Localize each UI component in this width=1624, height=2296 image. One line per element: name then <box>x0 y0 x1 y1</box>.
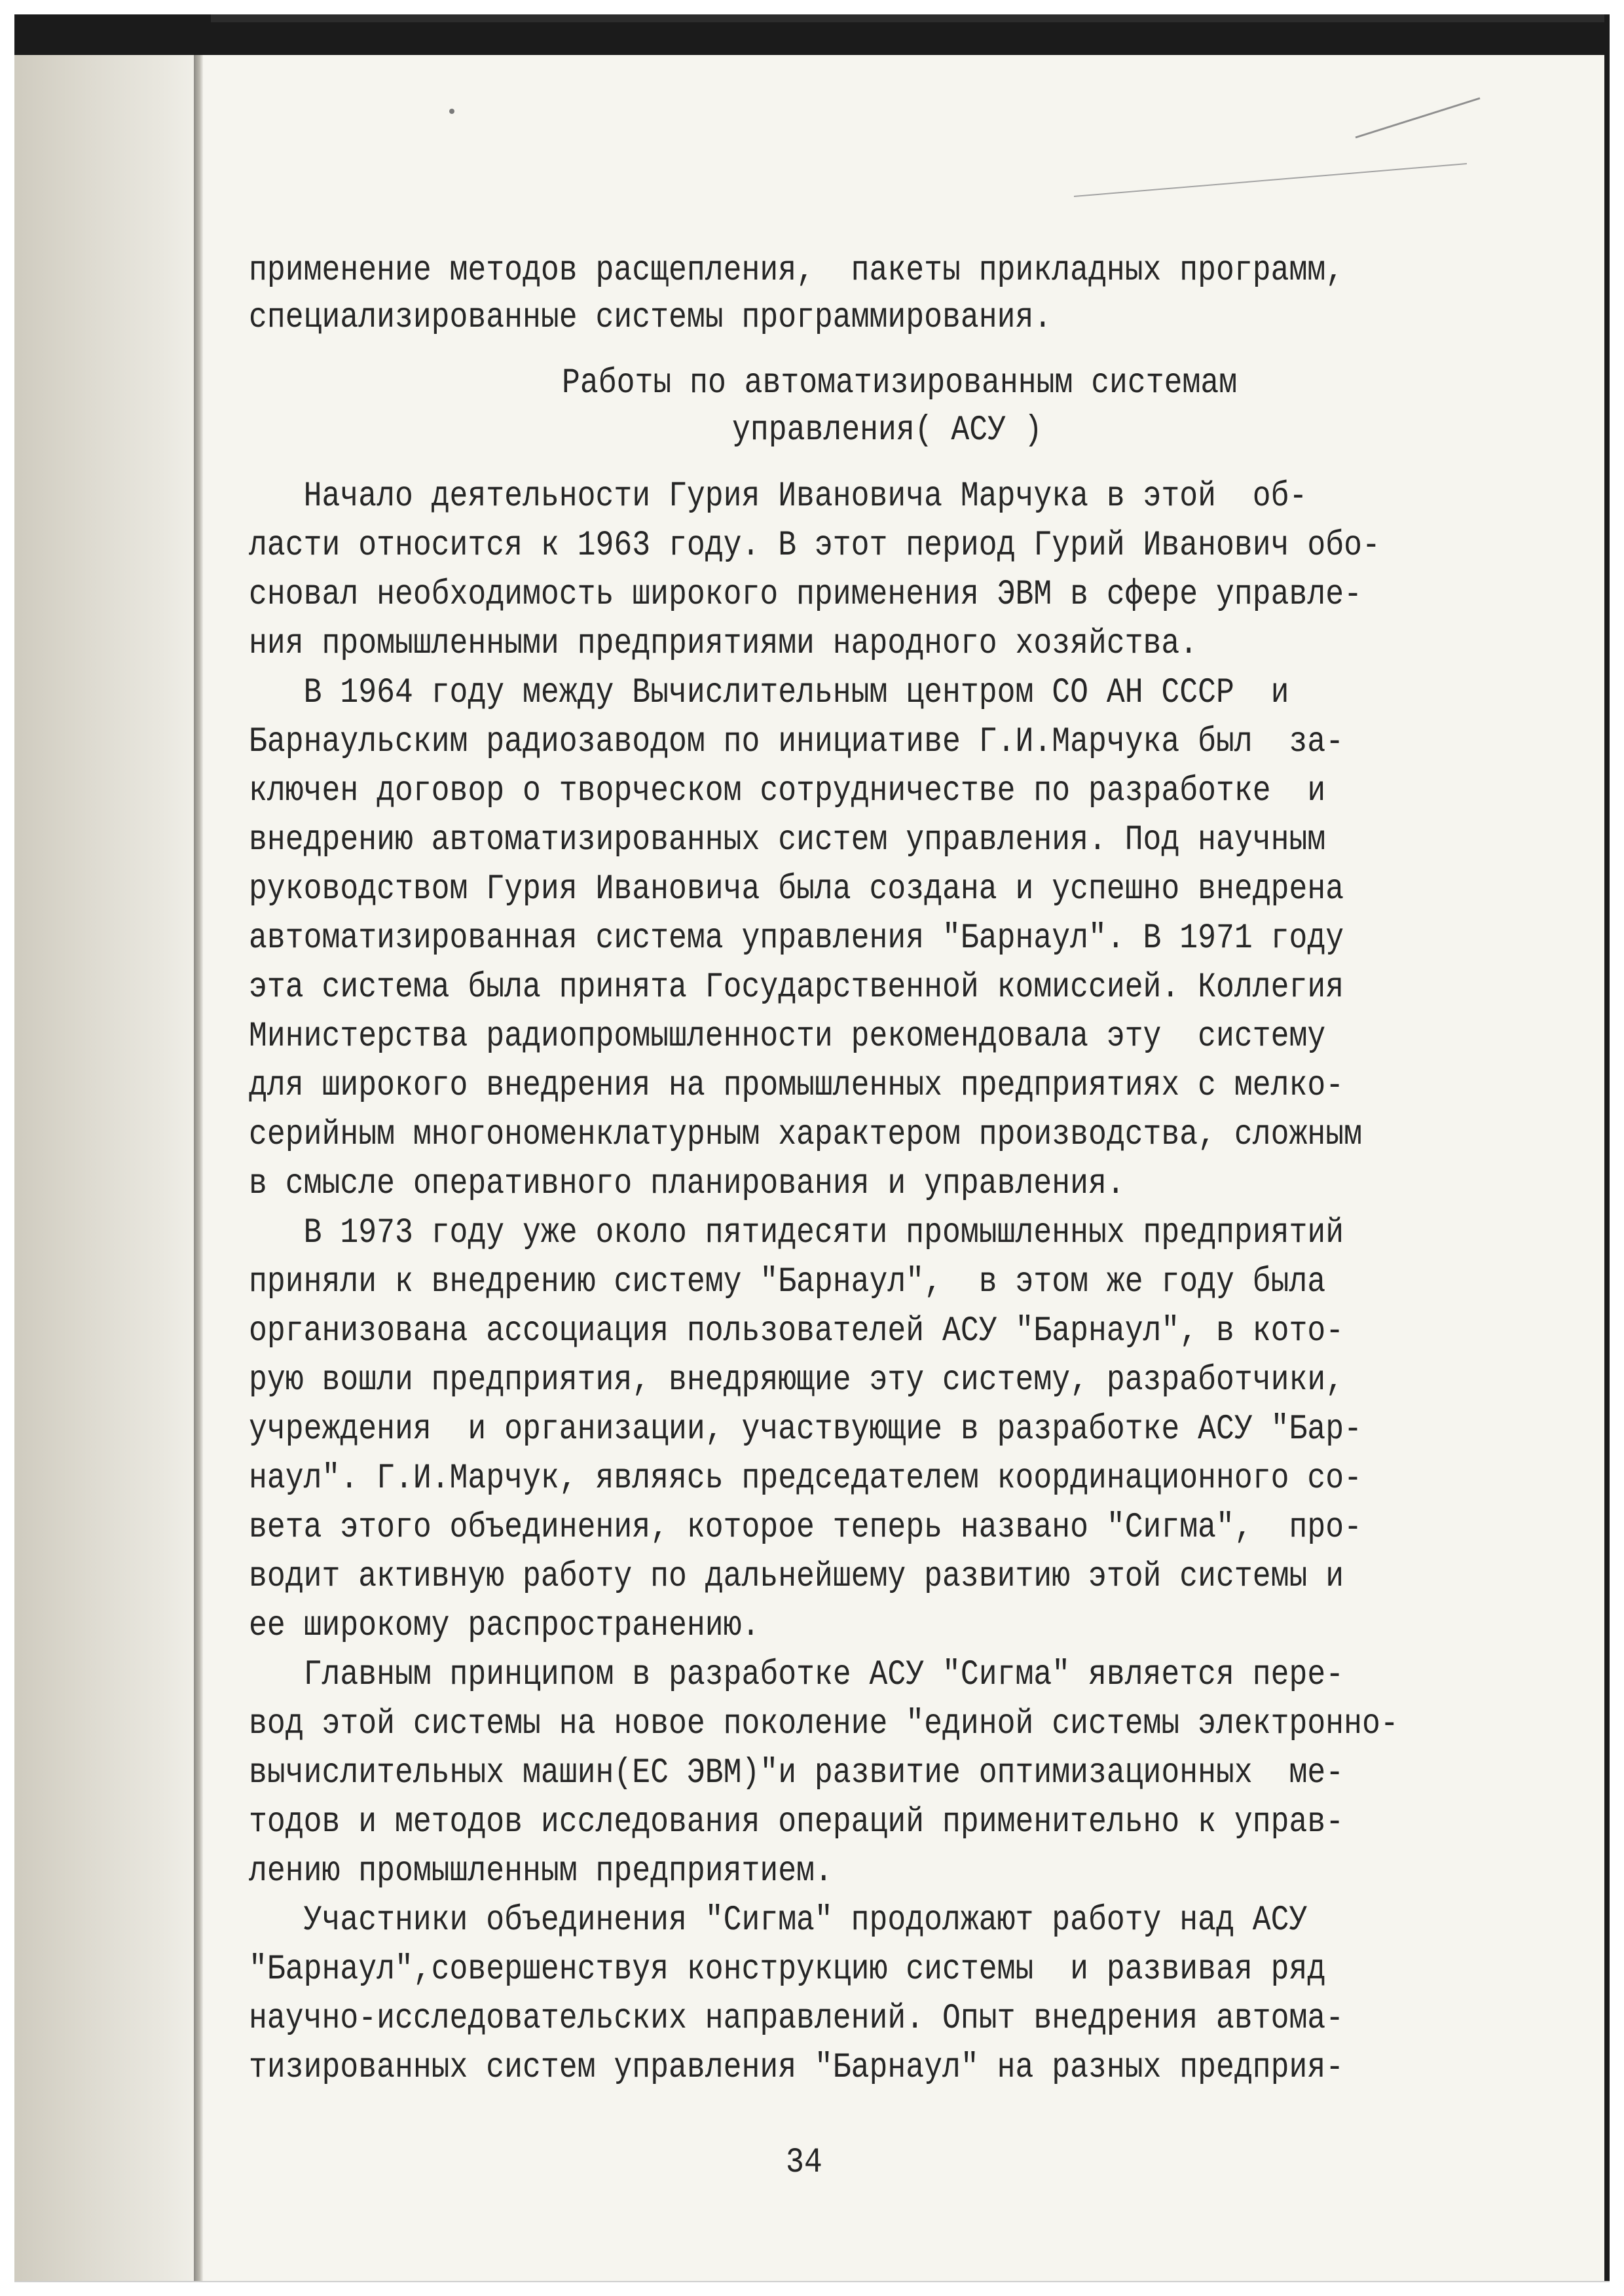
intro-line: применение методов расщепления, пакеты прикладных программ, <box>249 251 1344 291</box>
body-line: приняли к внедрению систему "Барнаул", в этом же году была <box>249 1262 1326 1302</box>
body-line: ключен договор о творческом сотрудничестве по разработке и <box>249 771 1326 811</box>
pencil-stroke-upper <box>1356 98 1480 137</box>
body-line: учреждения и организации, участвующие в разработке АСУ "Бар- <box>249 1410 1362 1449</box>
body-line: В 1964 году между Вычислительным центром СО АН СССР и <box>249 673 1289 713</box>
body-line: В 1973 году уже около пятидесяти промышленных предприятий <box>249 1213 1344 1253</box>
body-line: Главным принципом в разработке АСУ "Сигма" является пере- <box>249 1655 1344 1695</box>
body-line: вета этого объединения, которое теперь названо "Сигма", про- <box>249 1508 1362 1548</box>
body-line: сновал необходимость широкого применения ЭВМ в сфере управле- <box>249 575 1362 615</box>
body-line: вычислительных машин(ЕС ЭВМ)"и развитие оптимизационных ме- <box>249 1753 1344 1793</box>
scanner-right-border <box>1604 14 1610 2281</box>
body-line: эта система была принята Государственной комиссией. Коллегия <box>249 968 1344 1008</box>
binding-shadow <box>14 55 211 2281</box>
body-line: внедрению автоматизированных систем управления. Под научным <box>249 820 1326 860</box>
body-line: Барнаульским радиозаводом по инициативе Г.И.Марчука был за- <box>249 722 1344 762</box>
body-line: ния промышленными предприятиями народного хозяйства. <box>249 624 1198 664</box>
body-line: тодов и методов исследования операций применительно к управ- <box>249 1802 1344 1842</box>
body-line: рую вошли предприятия, внедряющие эту систему, разработчики, <box>249 1360 1344 1400</box>
body-line: научно-исследовательских направлений. Опыт внедрения автома- <box>249 1999 1344 2039</box>
body-line: "Барнаул",совершенствуя конструкцию системы и развивая ряд <box>249 1950 1326 1990</box>
pencil-stroke-lower <box>1074 164 1467 196</box>
body-line: автоматизированная система управления "Барнаул". В 1971 году <box>249 919 1344 958</box>
body-line: тизированных систем управления "Барнаул" на разных предприя- <box>249 2048 1344 2088</box>
body-line: ласти относится к 1963 году. В этот период Гурий Иванович обо- <box>249 526 1380 566</box>
body-line: лению промышленным предприятием. <box>249 1851 833 1891</box>
body-line: ее широкому распространению. <box>249 1606 760 1646</box>
page-number: 34 <box>786 2143 822 2183</box>
binding-edge <box>194 55 203 2281</box>
pencil-stroke-marks <box>0 0 1624 262</box>
body-line: Министерства радиопромышленности рекомендовала эту систему <box>249 1017 1326 1057</box>
body-line: Участники объединения "Сигма" продолжают работу над АСУ <box>249 1901 1308 1941</box>
body-line: для широкого внедрения на промышленных предприятиях с мелко- <box>249 1066 1344 1106</box>
section-heading-line: Работы по автоматизированным системам <box>562 363 1238 403</box>
body-line: вод этой системы на новое поколение "единой системы электронно- <box>249 1704 1399 1744</box>
scanner-bottom-edge <box>14 2281 1610 2282</box>
body-line: руководством Гурия Ивановича была создана и успешно внедрена <box>249 869 1344 909</box>
section-heading-line: управления( АСУ ) <box>732 410 1043 450</box>
intro-line: специализированные системы программирования. <box>249 298 1052 338</box>
body-line: водит активную работу по дальнейшему развитию этой системы и <box>249 1557 1344 1597</box>
body-line: наул". Г.И.Марчук, являясь председателем координационного со- <box>249 1459 1362 1499</box>
body-line: Начало деятельности Гурия Ивановича Марчука в этой об- <box>249 477 1308 517</box>
body-line: в смысле оперативного планирования и управления. <box>249 1164 1125 1204</box>
body-line: организована ассоциация пользователей АСУ "Барнаул", в кото- <box>249 1311 1344 1351</box>
body-line: серийным многономенклатурным характером производства, сложным <box>249 1115 1362 1155</box>
speck-dot <box>449 109 454 114</box>
